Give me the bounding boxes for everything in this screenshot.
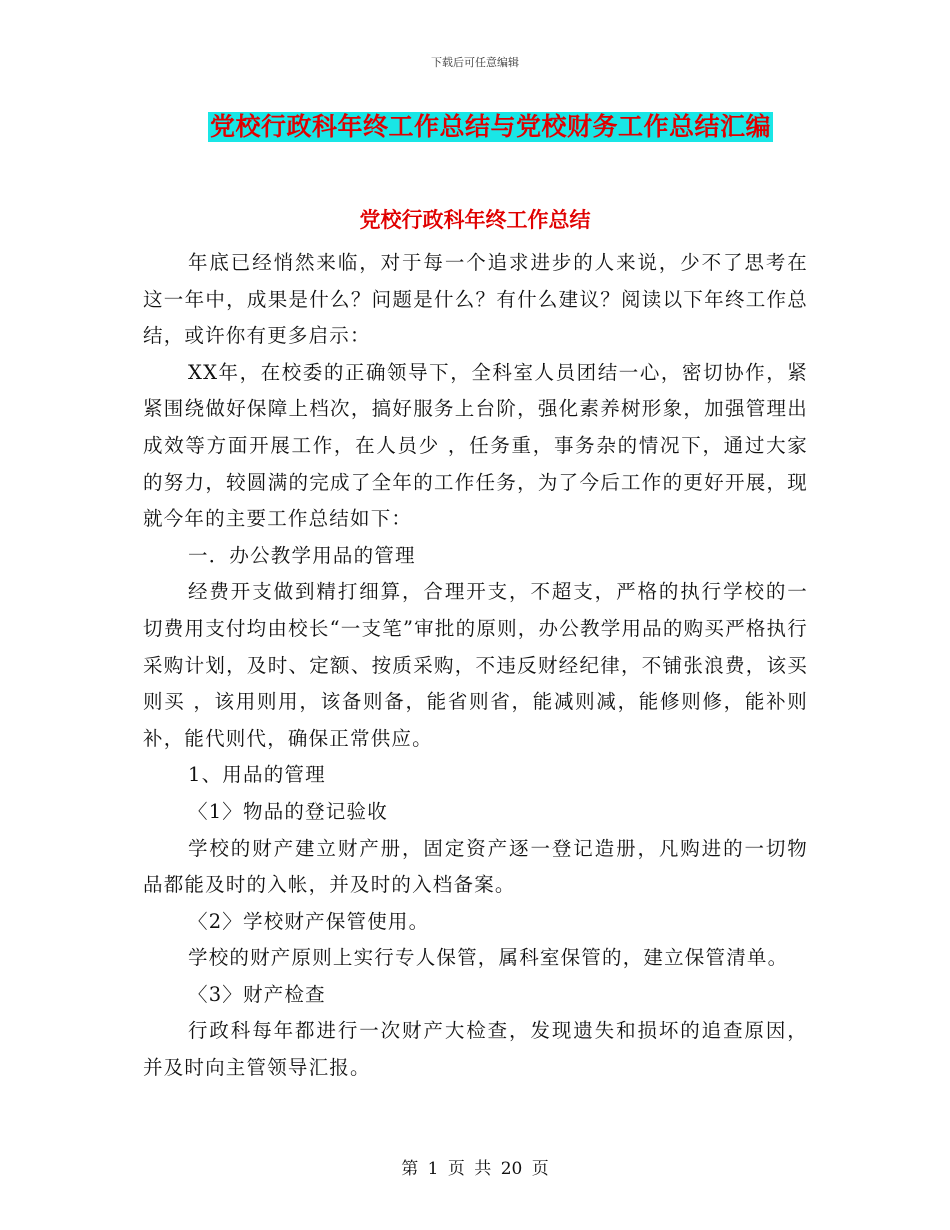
header-note: 下载后可任意编辑 (431, 56, 519, 69)
subheading-registration: 〈1〉物品的登记验收 (188, 799, 388, 823)
page-footer: 第 1 页 共 20 页 (401, 1159, 549, 1179)
paragraph-overview: XX年，在校委的正确领导下，全科室人员团结一心，密切协作，紧紧围绕做好保障上档次，搞好服务上台阶，强化素养树形象，加强管理出成效等方面开展工作，在人员少 ，任务重，事务杂的情况下，通过大家的努力，较圆满的完成了全年的工作任务，为了今后工作的更好开展，现就今年的主要工作总结如下： (143, 360, 808, 531)
heading-supplies-management: 1、用品的管理 (188, 763, 326, 787)
subheading-custody: 〈2〉学校财产保管使用。 (188, 909, 430, 933)
heading-office-supplies: 一．办公教学用品的管理 (188, 543, 416, 567)
paragraph-custody: 学校的财产原则上实行专人保管，属科室保管的，建立保管清单。 (188, 946, 789, 970)
paragraph-expenses: 经费开支做到精打细算，合理开支，不超支，严格的执行学校的一切费用支付均由校长“一支笔”审批的原则，办公教学用品的购买严格执行采购计划，及时、定额、按质采购，不违反财经纪律，不铺张浪费，该买则买 ，该用则用，该备则备，能省则省，能减则减，能修则修，能补则补，能代则代，确保正常供应。 (143, 580, 808, 750)
document-title: 党校行政科年终工作总结与党校财务工作总结汇编 (210, 112, 772, 141)
paragraph-inspection: 行政科每年都进行一次财产大检查，发现遗失和损坏的追查原因，并及时向主管领导汇报。 (143, 1019, 808, 1080)
subheading-inspection: 〈3〉财产检查 (188, 982, 326, 1006)
paragraph-registration: 学校的财产建立财产册，固定资产逐一登记造册，凡购进的一切物品都能及时的入帐，并及时的入档备案。 (143, 836, 808, 897)
body-text (143, 245, 808, 1087)
paragraph-intro: 年底已经悄然来临，对于每一个追求进步的人来说，少不了思考在这一年中，成果是什么？问题是什么？有什么建议？阅读以下年终工作总结，或许你有更多启示： (143, 251, 808, 348)
section-title: 党校行政科年终工作总结 (359, 208, 591, 232)
